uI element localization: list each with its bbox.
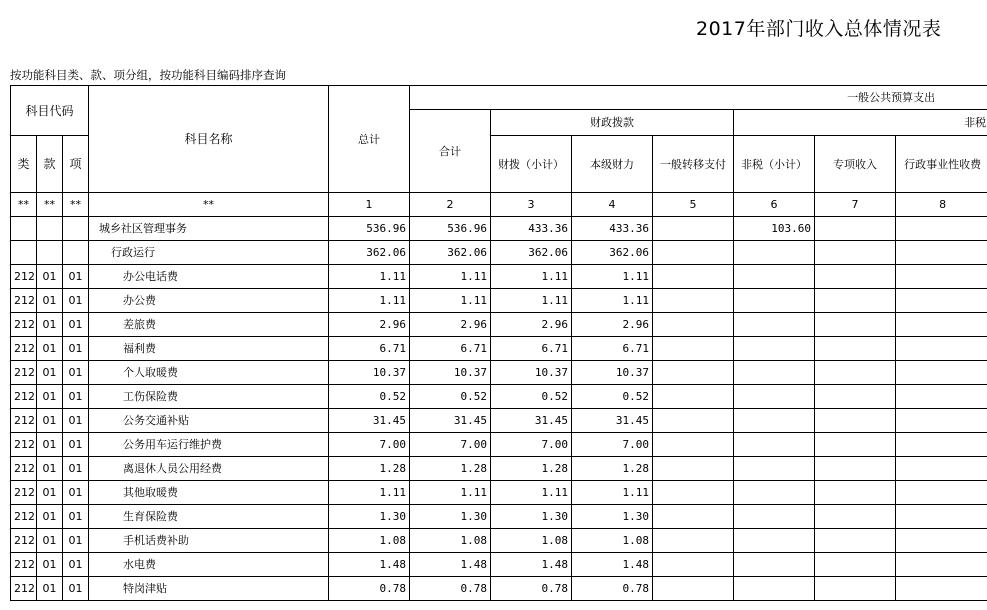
total-cell: 7.00: [329, 433, 410, 457]
category-code-cell: 212: [11, 265, 37, 289]
subject-name-cell: 离退休人员公用经费: [89, 457, 329, 481]
section-code-cell: 01: [37, 577, 63, 601]
header-row-1: [11, 86, 987, 110]
section-code-cell: [37, 217, 63, 241]
fiscal-subtotal-cell: 433.36: [491, 217, 572, 241]
section-code-cell: 01: [37, 337, 63, 361]
fiscal-subtotal-cell: 0.78: [491, 577, 572, 601]
local-finance-cell: 7.00: [572, 433, 653, 457]
local-finance-cell: 31.45: [572, 409, 653, 433]
fiscal-subtotal-cell: 1.11: [491, 265, 572, 289]
category-code-cell: 212: [11, 385, 37, 409]
subject-name-cell: 手机话费补助: [89, 529, 329, 553]
item-code-cell: 01: [63, 361, 89, 385]
general-transfer-cell: [653, 409, 734, 433]
section-code-cell: 01: [37, 361, 63, 385]
local-finance-cell: 1.48: [572, 553, 653, 577]
header-total: 总计: [329, 86, 410, 193]
numbering-row: [11, 193, 987, 217]
fiscal-subtotal-cell: 2.96: [491, 313, 572, 337]
category-code-cell: 212: [11, 577, 37, 601]
non-tax-subtotal-cell: [734, 265, 815, 289]
general-transfer-cell: [653, 529, 734, 553]
subject-name-cell: 公务用车运行维护费: [89, 433, 329, 457]
general-transfer-cell: [653, 505, 734, 529]
special-income-cell: [815, 457, 896, 481]
item-code-cell: 01: [63, 409, 89, 433]
numbering-cell: 4: [572, 193, 653, 217]
special-income-cell: [815, 313, 896, 337]
subtotal-cell: 536.96: [410, 217, 491, 241]
local-finance-cell: 433.36: [572, 217, 653, 241]
numbering-cell: **: [89, 193, 329, 217]
section-code-cell: 01: [37, 529, 63, 553]
category-code-cell: 212: [11, 361, 37, 385]
special-income-cell: [815, 481, 896, 505]
total-cell: 31.45: [329, 409, 410, 433]
non-tax-subtotal-cell: [734, 241, 815, 265]
section-code-cell: 01: [37, 553, 63, 577]
subject-name-cell: 工伤保险费: [89, 385, 329, 409]
income-table: [10, 85, 987, 601]
fiscal-subtotal-cell: 1.30: [491, 505, 572, 529]
category-code-cell: 212: [11, 289, 37, 313]
header-admin-fee: 行政事业性收费: [896, 136, 987, 193]
general-transfer-cell: [653, 289, 734, 313]
table-row: [11, 577, 987, 601]
item-code-cell: 01: [63, 385, 89, 409]
item-code-cell: 01: [63, 481, 89, 505]
subtotal-cell: 0.78: [410, 577, 491, 601]
non-tax-subtotal-cell: [734, 481, 815, 505]
section-code-cell: [37, 241, 63, 265]
header-kuan: 款: [37, 136, 63, 193]
local-finance-cell: 1.08: [572, 529, 653, 553]
header-general-budget: 一般公共预算支出: [410, 86, 987, 110]
subtotal-cell: 1.28: [410, 457, 491, 481]
non-tax-subtotal-cell: [734, 433, 815, 457]
special-income-cell: [815, 409, 896, 433]
general-transfer-cell: [653, 577, 734, 601]
category-code-cell: 212: [11, 457, 37, 481]
numbering-cell: **: [37, 193, 63, 217]
general-transfer-cell: [653, 217, 734, 241]
fiscal-subtotal-cell: 7.00: [491, 433, 572, 457]
general-transfer-cell: [653, 433, 734, 457]
category-code-cell: 212: [11, 409, 37, 433]
numbering-cell: 3: [491, 193, 572, 217]
subtotal-cell: 7.00: [410, 433, 491, 457]
special-income-cell: [815, 241, 896, 265]
item-code-cell: 01: [63, 289, 89, 313]
total-cell: 10.37: [329, 361, 410, 385]
subject-name-cell: 办公电话费: [89, 265, 329, 289]
non-tax-subtotal-cell: [734, 409, 815, 433]
total-cell: 1.08: [329, 529, 410, 553]
section-code-cell: 01: [37, 433, 63, 457]
non-tax-subtotal-cell: [734, 337, 815, 361]
fiscal-subtotal-cell: 1.11: [491, 481, 572, 505]
special-income-cell: [815, 385, 896, 409]
admin-fee-cell: [896, 337, 987, 361]
general-transfer-cell: [653, 553, 734, 577]
fiscal-subtotal-cell: 31.45: [491, 409, 572, 433]
special-income-cell: [815, 505, 896, 529]
fiscal-subtotal-cell: 1.08: [491, 529, 572, 553]
total-cell: 1.30: [329, 505, 410, 529]
category-code-cell: 212: [11, 553, 37, 577]
admin-fee-cell: [896, 553, 987, 577]
item-code-cell: 01: [63, 313, 89, 337]
category-code-cell: 212: [11, 481, 37, 505]
admin-fee-cell: [896, 313, 987, 337]
item-code-cell: [63, 217, 89, 241]
table-row: [11, 481, 987, 505]
total-cell: 2.96: [329, 313, 410, 337]
admin-fee-cell: [896, 265, 987, 289]
numbering-cell: 6: [734, 193, 815, 217]
non-tax-subtotal-cell: [734, 361, 815, 385]
header-fiscal-alloc: 财政拨款: [491, 110, 734, 136]
general-transfer-cell: [653, 265, 734, 289]
header-non-tax-sub: 非税（小计）: [734, 136, 815, 193]
item-code-cell: 01: [63, 577, 89, 601]
table-row: [11, 313, 987, 337]
subject-name-cell: 城乡社区管理事务: [89, 217, 329, 241]
fiscal-subtotal-cell: 1.48: [491, 553, 572, 577]
table-row: [11, 433, 987, 457]
item-code-cell: 01: [63, 457, 89, 481]
local-finance-cell: 1.30: [572, 505, 653, 529]
item-code-cell: 01: [63, 553, 89, 577]
subject-name-cell: 办公费: [89, 289, 329, 313]
special-income-cell: [815, 529, 896, 553]
category-code-cell: [11, 217, 37, 241]
subtotal-cell: 31.45: [410, 409, 491, 433]
admin-fee-cell: [896, 457, 987, 481]
local-finance-cell: 1.28: [572, 457, 653, 481]
table-row: [11, 457, 987, 481]
table-row: [11, 361, 987, 385]
non-tax-subtotal-cell: [734, 313, 815, 337]
table-row: [11, 289, 987, 313]
total-cell: 0.78: [329, 577, 410, 601]
local-finance-cell: 1.11: [572, 265, 653, 289]
total-cell: 362.06: [329, 241, 410, 265]
numbering-cell: 8: [896, 193, 987, 217]
numbering-cell: 5: [653, 193, 734, 217]
header-subject-name: 科目名称: [89, 86, 329, 193]
category-code-cell: [11, 241, 37, 265]
header-subtotal: 合计: [410, 110, 491, 193]
header-non-tax: 非税: [734, 110, 987, 136]
fiscal-subtotal-cell: 1.28: [491, 457, 572, 481]
table-row: [11, 385, 987, 409]
admin-fee-cell: [896, 409, 987, 433]
local-finance-cell: 10.37: [572, 361, 653, 385]
non-tax-subtotal-cell: [734, 553, 815, 577]
numbering-cell: 2: [410, 193, 491, 217]
item-code-cell: 01: [63, 433, 89, 457]
header-xiang: 项: [63, 136, 89, 193]
special-income-cell: [815, 577, 896, 601]
numbering-cell: **: [63, 193, 89, 217]
fiscal-subtotal-cell: 0.52: [491, 385, 572, 409]
local-finance-cell: 1.11: [572, 289, 653, 313]
category-code-cell: 212: [11, 505, 37, 529]
admin-fee-cell: [896, 289, 987, 313]
total-cell: 1.11: [329, 265, 410, 289]
category-code-cell: 212: [11, 313, 37, 337]
subtotal-cell: 362.06: [410, 241, 491, 265]
subtotal-cell: 10.37: [410, 361, 491, 385]
general-transfer-cell: [653, 337, 734, 361]
subject-name-cell: 其他取暖费: [89, 481, 329, 505]
category-code-cell: 212: [11, 529, 37, 553]
section-code-cell: 01: [37, 289, 63, 313]
non-tax-subtotal-cell: 103.60: [734, 217, 815, 241]
subject-name-cell: 生育保险费: [89, 505, 329, 529]
header-cat: 类: [11, 136, 37, 193]
special-income-cell: [815, 217, 896, 241]
special-income-cell: [815, 265, 896, 289]
report-subtitle: 按功能科目类、款、项分组，按功能科目编码排序查询: [10, 68, 286, 82]
item-code-cell: 01: [63, 505, 89, 529]
local-finance-cell: 362.06: [572, 241, 653, 265]
local-finance-cell: 6.71: [572, 337, 653, 361]
category-code-cell: 212: [11, 433, 37, 457]
header-local-finance: 本级财力: [572, 136, 653, 193]
total-cell: 536.96: [329, 217, 410, 241]
subject-name-cell: 个人取暖费: [89, 361, 329, 385]
special-income-cell: [815, 433, 896, 457]
special-income-cell: [815, 337, 896, 361]
non-tax-subtotal-cell: [734, 289, 815, 313]
fiscal-subtotal-cell: 362.06: [491, 241, 572, 265]
general-transfer-cell: [653, 313, 734, 337]
special-income-cell: [815, 553, 896, 577]
total-cell: 1.28: [329, 457, 410, 481]
general-transfer-cell: [653, 457, 734, 481]
subject-name-cell: 福利费: [89, 337, 329, 361]
admin-fee-cell: [896, 361, 987, 385]
subtotal-cell: 1.11: [410, 289, 491, 313]
section-code-cell: 01: [37, 505, 63, 529]
table-row: [11, 217, 987, 241]
non-tax-subtotal-cell: [734, 529, 815, 553]
header-subject-code: 科目代码: [11, 86, 89, 136]
total-cell: 1.11: [329, 289, 410, 313]
special-income-cell: [815, 289, 896, 313]
subtotal-cell: 1.11: [410, 265, 491, 289]
admin-fee-cell: [896, 433, 987, 457]
subtotal-cell: 0.52: [410, 385, 491, 409]
subtotal-cell: 1.48: [410, 553, 491, 577]
table-body: [11, 217, 987, 601]
header-special-income: 专项收入: [815, 136, 896, 193]
total-cell: 1.48: [329, 553, 410, 577]
subtotal-cell: 1.08: [410, 529, 491, 553]
local-finance-cell: 1.11: [572, 481, 653, 505]
non-tax-subtotal-cell: [734, 577, 815, 601]
local-finance-cell: 0.78: [572, 577, 653, 601]
subtotal-cell: 2.96: [410, 313, 491, 337]
subject-name-cell: 水电费: [89, 553, 329, 577]
item-code-cell: 01: [63, 265, 89, 289]
general-transfer-cell: [653, 241, 734, 265]
header-general-transfer: 一般转移支付: [653, 136, 734, 193]
item-code-cell: [63, 241, 89, 265]
report-title: 2017年部门收入总体情况表: [696, 18, 942, 40]
fiscal-subtotal-cell: 10.37: [491, 361, 572, 385]
admin-fee-cell: [896, 577, 987, 601]
numbering-cell: **: [11, 193, 37, 217]
category-code-cell: 212: [11, 337, 37, 361]
section-code-cell: 01: [37, 385, 63, 409]
numbering-cell: 1: [329, 193, 410, 217]
section-code-cell: 01: [37, 409, 63, 433]
local-finance-cell: 0.52: [572, 385, 653, 409]
subject-name-cell: 公务交通补贴: [89, 409, 329, 433]
non-tax-subtotal-cell: [734, 457, 815, 481]
table-row: [11, 337, 987, 361]
general-transfer-cell: [653, 481, 734, 505]
general-transfer-cell: [653, 361, 734, 385]
table-row: [11, 241, 987, 265]
admin-fee-cell: [896, 217, 987, 241]
item-code-cell: 01: [63, 529, 89, 553]
subject-name-cell: 差旅费: [89, 313, 329, 337]
admin-fee-cell: [896, 505, 987, 529]
section-code-cell: 01: [37, 265, 63, 289]
non-tax-subtotal-cell: [734, 385, 815, 409]
subtotal-cell: 1.30: [410, 505, 491, 529]
total-cell: 6.71: [329, 337, 410, 361]
table-row: [11, 409, 987, 433]
fiscal-subtotal-cell: 1.11: [491, 289, 572, 313]
table-row: [11, 265, 987, 289]
item-code-cell: 01: [63, 337, 89, 361]
admin-fee-cell: [896, 385, 987, 409]
total-cell: 0.52: [329, 385, 410, 409]
section-code-cell: 01: [37, 457, 63, 481]
subject-name-cell: 行政运行: [89, 241, 329, 265]
numbering-cell: 7: [815, 193, 896, 217]
non-tax-subtotal-cell: [734, 505, 815, 529]
admin-fee-cell: [896, 529, 987, 553]
header-fiscal-sub: 财拨（小计）: [491, 136, 572, 193]
fiscal-subtotal-cell: 6.71: [491, 337, 572, 361]
admin-fee-cell: [896, 241, 987, 265]
table-row: [11, 553, 987, 577]
subject-name-cell: 特岗津贴: [89, 577, 329, 601]
section-code-cell: 01: [37, 313, 63, 337]
subtotal-cell: 6.71: [410, 337, 491, 361]
admin-fee-cell: [896, 481, 987, 505]
special-income-cell: [815, 361, 896, 385]
local-finance-cell: 2.96: [572, 313, 653, 337]
subtotal-cell: 1.11: [410, 481, 491, 505]
total-cell: 1.11: [329, 481, 410, 505]
table-row: [11, 505, 987, 529]
general-transfer-cell: [653, 385, 734, 409]
section-code-cell: 01: [37, 481, 63, 505]
table-row: [11, 529, 987, 553]
